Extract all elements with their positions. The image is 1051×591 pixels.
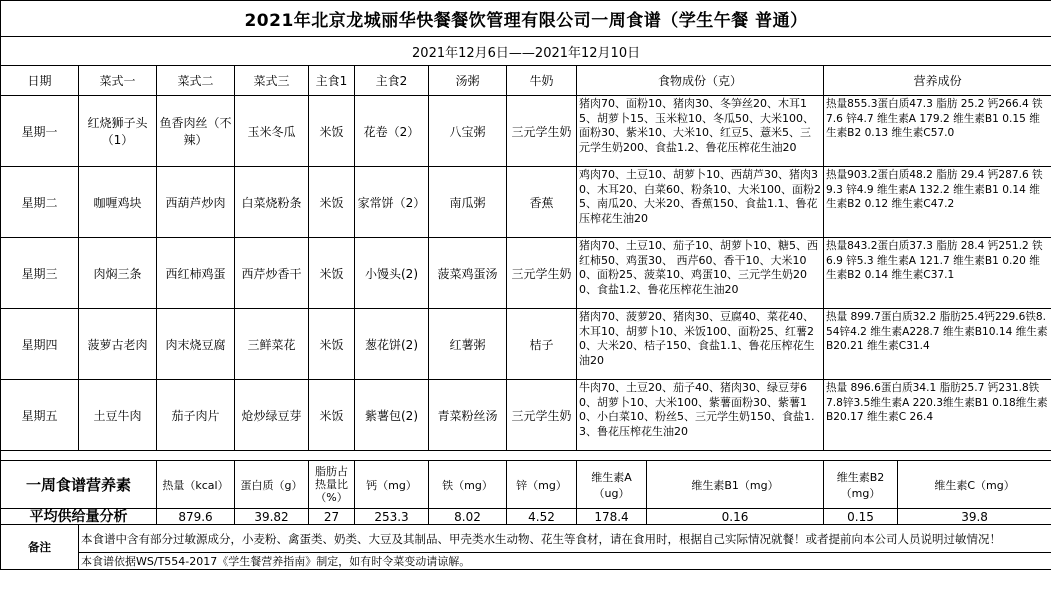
day-label: 星期五 [1, 380, 79, 451]
avg-protein: 39.82 [235, 509, 309, 525]
nutrition: 热量 896.6蛋白质34.1 脂肪25.7 钙231.8铁7.8锌3.5维生素A 220.3维生素B1 0.18维生素B20.17 维生素C 26.4 [824, 380, 1051, 451]
dish3: 玉米冬瓜 [235, 96, 309, 167]
staple2: 花卷（2） [355, 96, 429, 167]
nutrient-header-iron: 铁（mg） [429, 461, 507, 509]
header-staple1: 主食1 [309, 66, 355, 96]
dish1: 肉焖三条 [79, 238, 157, 309]
nutrient-average-row [1, 509, 1051, 525]
day-row-fri [1, 380, 1051, 451]
dish2: 肉末烧豆腐 [157, 309, 235, 380]
soup: 红薯粥 [429, 309, 507, 380]
dish2: 西葫芦炒肉 [157, 167, 235, 238]
dish2: 鱼香肉丝（不辣） [157, 96, 235, 167]
nutrient-header-row [1, 461, 1051, 509]
nutrition: 热量903.2蛋白质48.2 脂肪 29.4 钙287.6 铁9.3 锌4.9 维生素A 132.2 维生素B1 0.14 维生素B2 0.12 维生素C47.2 [824, 167, 1051, 238]
nutrient-header-calcium: 钙（mg） [355, 461, 429, 509]
dish2: 茄子肉片 [157, 380, 235, 451]
nutrition: 热量 899.7蛋白质32.2 脂肪25.4钙229.6铁8.54锌4.2 维生素A228.7 维生素B10.14 维生素B20.21 维生素C31.4 [824, 309, 1051, 380]
day-row-tue [1, 167, 1051, 238]
avg-iron: 8.02 [429, 509, 507, 525]
dish3: 白菜烧粉条 [235, 167, 309, 238]
note-row-allergens [1, 525, 1051, 553]
nutrition: 热量855.3蛋白质47.3 脂肪 25.2 钙266.4 铁7.6 锌4.7 维生素A 179.2 维生素B1 0.15 维生素B2 0.13 维生素C57.0 [824, 96, 1051, 167]
staple2: 家常饼（2） [355, 167, 429, 238]
avg-vitamin-a: 178.4 [577, 509, 647, 525]
note-row-standard [1, 553, 1051, 570]
nutrient-header-vitamin-c: 维生素C（mg） [898, 461, 1051, 509]
avg-zinc: 4.52 [507, 509, 577, 525]
staple2: 葱花饼(2) [355, 309, 429, 380]
header-date: 日期 [1, 66, 79, 96]
avg-vitamin-b2: 0.15 [824, 509, 898, 525]
staple2: 小馒头(2) [355, 238, 429, 309]
milk: 三元学生奶 [507, 238, 577, 309]
nutrient-header-vitamin-a: 维生素A（ug） [577, 461, 647, 509]
header-ingredients: 食物成份（克） [577, 66, 824, 96]
dish3: 三鲜菜花 [235, 309, 309, 380]
nutrition: 热量843.2蛋白质37.3 脂肪 28.4 钙251.2 铁6.9 锌5.3 维生素A 121.7 维生素B1 0.20 维生素B2 0.14 维生素C37.1 [824, 238, 1051, 309]
avg-fat-ratio: 27 [309, 509, 355, 525]
nutrient-header-energy: 热量（kcal） [157, 461, 235, 509]
staple1: 米饭 [309, 380, 355, 451]
staple1: 米饭 [309, 238, 355, 309]
nutrient-header-fat-ratio: 脂肪占热量比（%） [309, 461, 355, 509]
staple1: 米饭 [309, 96, 355, 167]
spacer-row [1, 451, 1051, 461]
day-row-mon [1, 96, 1051, 167]
header-staple2: 主食2 [355, 66, 429, 96]
nutrient-header-vitamin-b1: 维生素B1（mg） [647, 461, 824, 509]
dish1: 土豆牛肉 [79, 380, 157, 451]
menu-title: 2021年北京龙城丽华快餐餐饮管理有限公司一周食谱（学生午餐 普通） [1, 1, 1051, 37]
dish1: 咖喱鸡块 [79, 167, 157, 238]
staple1: 米饭 [309, 167, 355, 238]
day-row-wed [1, 238, 1051, 309]
nutrient-header-protein: 蛋白质（g） [235, 461, 309, 509]
ingredients: 猪肉70、面粉10、猪肉30、冬笋丝20、木耳15、胡萝卜15、玉米粒10、冬瓜50、大米100、面粉30、紫米10、大米10、红豆5、薏米5、三元学生奶200、食盐1.2、鲁花压榨花生油20 [577, 96, 824, 167]
milk: 三元学生奶 [507, 96, 577, 167]
note-allergens: 本食谱中含有部分过敏源成分，小麦粉、禽蛋类、奶类、大豆及其制品、甲壳类水生动物、花生等食材，请在食用时，根据自己实际情况就餐！或者提前向本公司人员说明过敏情况！ [79, 525, 1051, 553]
dish3: 西芹炒香干 [235, 238, 309, 309]
header-row [1, 66, 1051, 96]
ingredients: 猪肉70、菠萝20、猪肉30、豆腐40、菜花40、木耳10、胡萝卜10、米饭100、面粉25、红薯20、大米20、桔子150、食盐1.1、鲁花压榨花生油20 [577, 309, 824, 380]
dish1: 红烧狮子头（1） [79, 96, 157, 167]
soup: 南瓜粥 [429, 167, 507, 238]
avg-vitamin-b1: 0.16 [647, 509, 824, 525]
day-label: 星期四 [1, 309, 79, 380]
spacer-cell [1, 451, 1051, 461]
nutrient-header-zinc: 锌（mg） [507, 461, 577, 509]
header-nutrition: 营养成份 [824, 66, 1051, 96]
nutrient-header-vitamin-b2: 维生素B2（mg） [824, 461, 898, 509]
note-standard: 本食谱依据WS/T554-2017《学生餐营养指南》制定，如有时令菜变动请谅解。 [79, 553, 1051, 570]
day-label: 星期三 [1, 238, 79, 309]
ingredients: 牛肉70、土豆20、茄子40、猪肉30、绿豆芽60、胡萝卜10、大米100、紫薯面粉30、紫薯10、小白菜10、粉丝5、三元学生奶150、食盐1.3、鲁花压榨花生油20 [577, 380, 824, 451]
average-supply-label: 平均供给量分析 [1, 509, 157, 525]
header-soup: 汤粥 [429, 66, 507, 96]
date-range: 2021年12月6日——2021年12月10日 [1, 37, 1051, 66]
soup: 青菜粉丝汤 [429, 380, 507, 451]
ingredients: 猪肉70、土豆10、茄子10、胡萝卜10、糖5、西红柿50、鸡蛋30、 西芹60、香干10、大米100、面粉25、菠菜10、鸡蛋10、三元学生奶200、食盐1.2、鲁花压榨花生油20 [577, 238, 824, 309]
notes-label: 备注 [1, 525, 79, 570]
avg-calcium: 253.3 [355, 509, 429, 525]
milk: 桔子 [507, 309, 577, 380]
soup: 八宝粥 [429, 96, 507, 167]
soup: 菠菜鸡蛋汤 [429, 238, 507, 309]
ingredients: 鸡肉70、土豆10、胡萝卜10、西葫芦30、猪肉30、木耳20、白菜60、粉条10、大米100、面粉25、南瓜20、大米20、香蕉150、食盐1.1、鲁花压榨花生油20 [577, 167, 824, 238]
dish2: 西红柿鸡蛋 [157, 238, 235, 309]
weekly-nutrition-label: 一周食谱营养素 [1, 461, 157, 509]
day-label: 星期二 [1, 167, 79, 238]
day-label: 星期一 [1, 96, 79, 167]
milk: 香蕉 [507, 167, 577, 238]
day-row-thu [1, 309, 1051, 380]
header-dish1: 菜式一 [79, 66, 157, 96]
header-dish2: 菜式二 [157, 66, 235, 96]
header-milk: 牛奶 [507, 66, 577, 96]
header-dish3: 菜式三 [235, 66, 309, 96]
milk: 三元学生奶 [507, 380, 577, 451]
dish1: 菠萝古老肉 [79, 309, 157, 380]
avg-vitamin-c: 39.8 [898, 509, 1051, 525]
dish3: 炝炒绿豆芽 [235, 380, 309, 451]
staple2: 紫薯包(2) [355, 380, 429, 451]
staple1: 米饭 [309, 309, 355, 380]
avg-energy: 879.6 [157, 509, 235, 525]
